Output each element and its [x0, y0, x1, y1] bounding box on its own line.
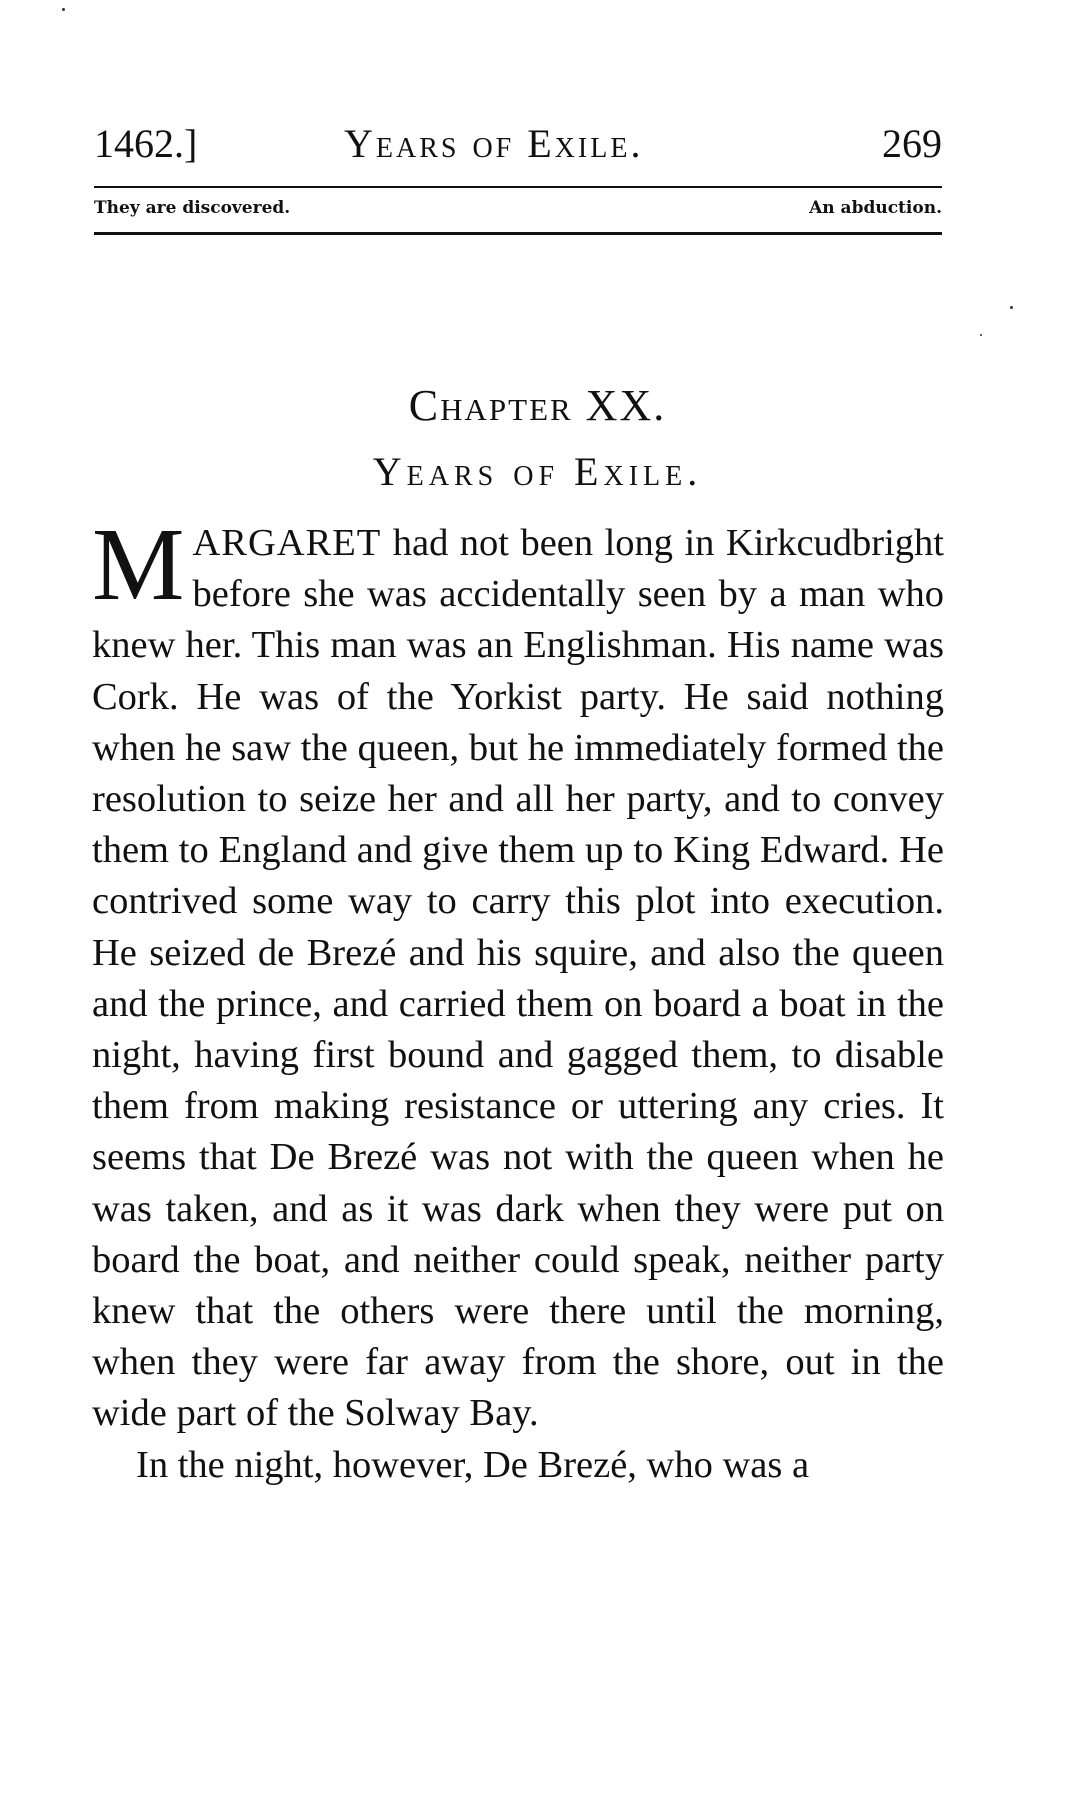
print-speck — [1010, 306, 1013, 309]
running-head-title: Years of Exile. — [344, 121, 644, 166]
running-head — [94, 120, 942, 170]
header-rule-bottom — [94, 232, 942, 235]
shoulder-note-left: They are discovered. — [94, 198, 291, 218]
paragraph-1-text: had not been long in Kirkcudbright before she was accidentally seen by a man who knew her. This man was an Englishman. His name was Cork. He was of the Yorkist party. He said nothing when he saw the queen, but he immediately formed the resolution to seize her and all her party, and to convey them to England and give them up to King Edward. He contrived some way to carry this plot into execution. He seized de Brezé and his squire, and also the queen and the prince, and carried them on board a boat in the night, having first bound and gagged them, to disable them from making resistance or uttering any cries. It seems that De Brezé was not with the queen when he was taken, and as it was dark when they were put on board the boat, and neither could speak, neither party knew that the others were there until the morning, when they were far away from the shore, out in the wide part of the Solway Bay. — [92, 522, 944, 1435]
paragraph-1 — [92, 507, 944, 1440]
page-number: 269 — [882, 121, 942, 166]
shoulder-notes — [94, 198, 942, 222]
shoulder-note-right: An abduction. — [809, 198, 942, 218]
header-rule-top — [94, 186, 942, 188]
drop-cap: M — [92, 507, 185, 622]
print-speck — [62, 8, 65, 11]
first-word: ARGARET — [192, 522, 382, 564]
print-speck — [980, 334, 982, 336]
running-head-year: 1462.] — [94, 121, 198, 166]
chapter-title: Years of Exile. — [372, 449, 703, 494]
chapter-number: Chapter XX. — [408, 381, 667, 430]
paragraph-2: In the night, however, De Brezé, who was a — [136, 1443, 810, 1486]
body-text — [92, 507, 944, 1491]
